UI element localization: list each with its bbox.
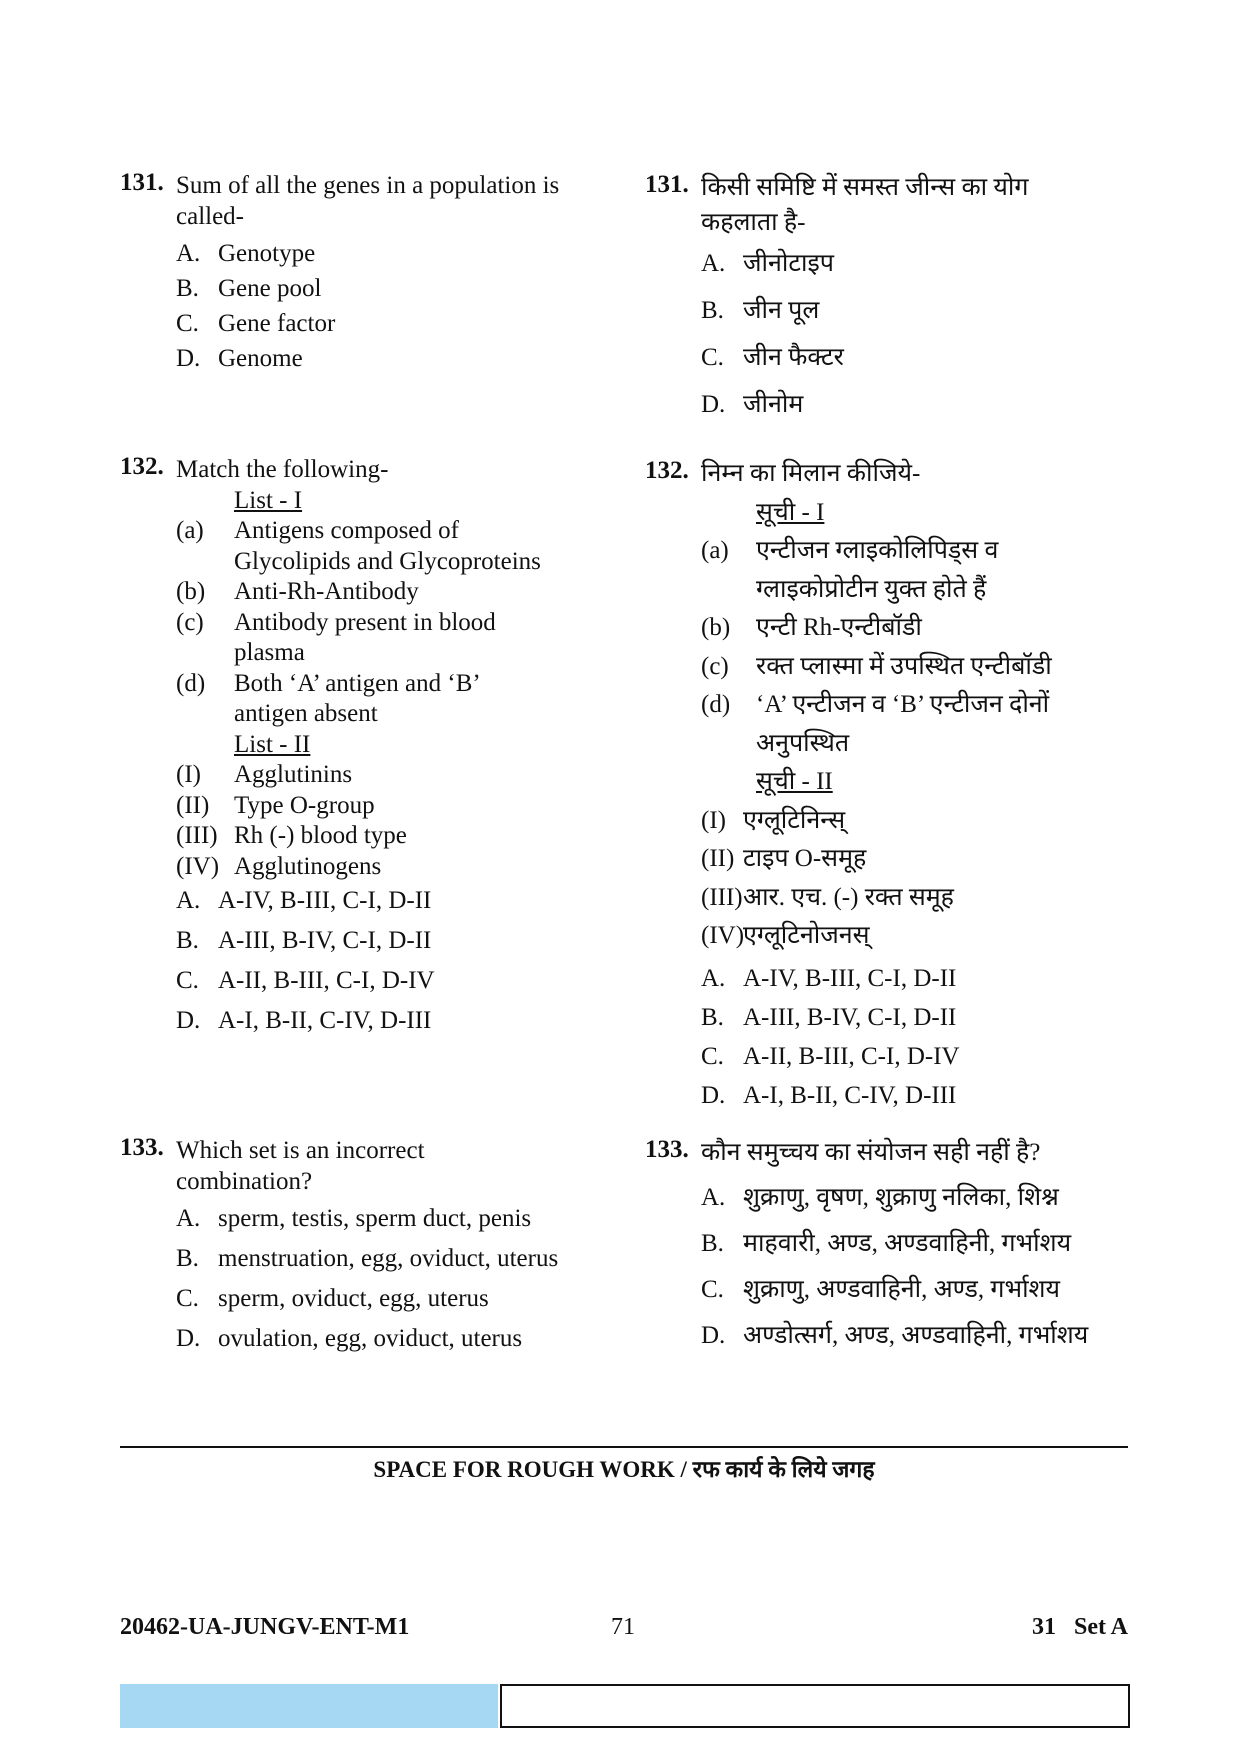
list-1-item: (d) ‘A’ एन्टीजन व ‘B’ एन्टीजन दोनों अनुपस्थित (701, 691, 1050, 757)
list-1-item: (a) एन्टीजन ग्लाइकोलिपिड्स व ग्लाइकोप्रोटीन युक्त होते हैं (701, 537, 999, 603)
option-c: C. Gene factor (176, 310, 336, 337)
paper-code: 20462-UA-JUNGV-ENT-M1 (120, 1614, 410, 1640)
footer-color-bar (120, 1684, 498, 1728)
option-b: B. माहवारी, अण्ड, अण्डवाहिनी, गर्भाशय (701, 1230, 1072, 1257)
option-d: D. अण्डोत्सर्ग, अण्ड, अण्डवाहिनी, गर्भाशय (701, 1322, 1089, 1349)
option-d: D. A-I, B-II, C-IV, D-III (176, 1007, 432, 1034)
page-number: 71 (611, 1614, 635, 1640)
list-2-heading: सूची - II (756, 768, 833, 795)
question-text: कौन समुच्चय का संयोजन सही नहीं है? (701, 1139, 1041, 1166)
option-b: B. Gene pool (176, 275, 322, 302)
question-131-hi (645, 170, 1125, 434)
option-c: C. शुक्राणु, अण्डवाहिनी, अण्ड, गर्भाशय (701, 1276, 1061, 1303)
list-1-heading: List - I (234, 486, 303, 514)
list-2-heading: List - II (234, 730, 311, 758)
option-d: D. Genome (176, 345, 303, 372)
option-a: A. Genotype (176, 240, 316, 267)
option-b: B. menstruation, egg, oviduct, uterus (176, 1245, 559, 1272)
list-2-item: (III)आर. एच. (-) रक्त समूह (701, 883, 954, 911)
option-b: B. जीन पूल (701, 297, 820, 324)
list-2-item: (IV)एग्लूटिनोजनस् (701, 922, 870, 949)
question-number: 133. (645, 1136, 689, 1163)
question-132-hi (645, 455, 1125, 1116)
option-a: A. A-IV, B-III, C-I, D-II (176, 887, 432, 914)
option-c: C. sperm, oviduct, egg, uterus (176, 1285, 489, 1312)
option-d: D. जीनोम (701, 391, 804, 418)
question-number: 132. (120, 453, 164, 480)
list-2-item: (II) टाइप O-समूह (701, 845, 867, 872)
rough-work-divider (120, 1446, 1128, 1448)
list-1-item: (a) Antigens composed of Glycolipids and Glycoproteins (176, 517, 541, 575)
list-1-item: (c) रक्त प्लास्मा में उपस्थित एन्टीबॉडी (701, 652, 1052, 680)
option-b: B. A-III, B-IV, C-I, D-II (176, 927, 432, 954)
option-a: A. sperm, testis, sperm duct, penis (176, 1205, 532, 1232)
option-a: A. जीनोटाइप (701, 250, 834, 277)
question-text: Sum of all the genes in a population is called- (176, 172, 560, 230)
option-a: A. A-IV, B-III, C-I, D-II (701, 964, 957, 992)
list-1-item: (b) Anti-Rh-Antibody (176, 578, 419, 605)
list-1-item: (b) एन्टी Rh-एन्टीबॉडी (701, 614, 922, 641)
question-number: 133. (120, 1134, 164, 1161)
list-2-item: (II) Type O-group (176, 791, 375, 819)
option-c: C. A-II, B-III, C-I, D-IV (176, 967, 435, 994)
footer-empty-box (500, 1684, 1130, 1728)
list-2-item: (I) एग्लूटिनिन्स् (701, 806, 846, 834)
option-c: C. जीन फैक्टर (701, 344, 844, 371)
question-133-hi (645, 1135, 1125, 1364)
question-132-en (120, 455, 620, 1046)
question-text: किसी समिष्टि में समस्त जीन्स का योग कहलाता है- (701, 174, 1029, 236)
option-a: A. शुक्राणु, वृषण, शुक्राणु नलिका, शिश्न (701, 1184, 1059, 1211)
list-1-item: (d) Both ‘A’ antigen and ‘B’ antigen absent (176, 669, 479, 727)
question-133-en (120, 1135, 620, 1363)
option-b: B. A-III, B-IV, C-I, D-II (701, 1003, 957, 1031)
question-number: 132. (645, 457, 689, 484)
list-2-item: (III) Rh (-) blood type (176, 822, 407, 849)
option-d: D. ovulation, egg, oviduct, uterus (176, 1325, 523, 1352)
question-number: 131. (645, 171, 689, 198)
rough-work-label: SPACE FOR ROUGH WORK / रफ कार्य के लिये जगह (373, 1457, 875, 1482)
list-1-heading: सूची - I (756, 498, 825, 526)
question-text: निम्न का मिलान कीजिये- (701, 460, 921, 487)
list-2-item: (IV) Agglutinogens (176, 852, 382, 880)
question-text: Match the following- (176, 456, 389, 483)
list-1-item: (c) Antibody present in blood plasma (176, 608, 496, 666)
list-2-item: (I) Agglutinins (176, 761, 353, 788)
question-number: 131. (120, 169, 164, 196)
option-c: C. A-II, B-III, C-I, D-IV (701, 1042, 960, 1070)
set-label: 31 Set A (1032, 1614, 1128, 1640)
question-131-en (120, 170, 620, 378)
option-d: D. A-I, B-II, C-IV, D-III (701, 1081, 957, 1109)
question-text: Which set is an incorrect combination? (176, 1137, 425, 1195)
